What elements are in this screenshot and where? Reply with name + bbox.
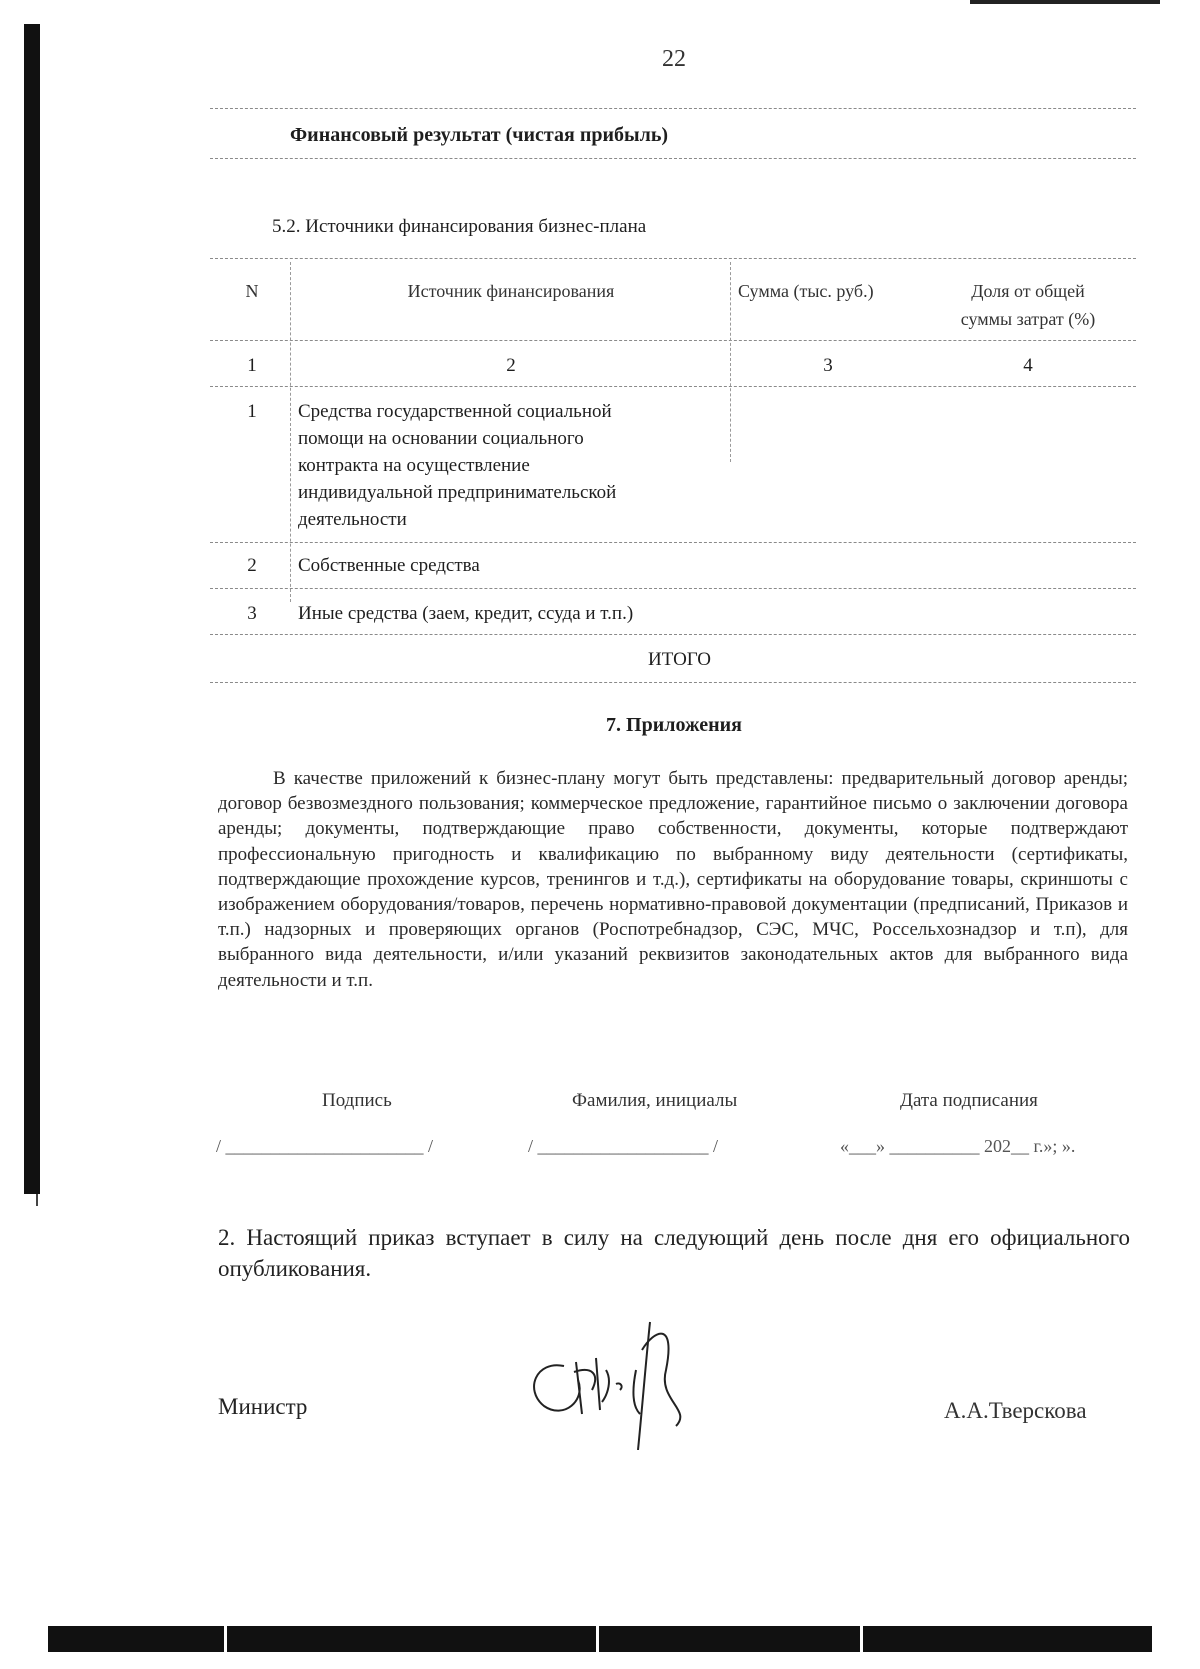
table-rule (210, 258, 1136, 259)
column-rule (290, 262, 291, 602)
column-number: 3 (823, 355, 833, 376)
column-number: 2 (506, 355, 516, 376)
minister-label: Министр (218, 1394, 308, 1419)
signature-label: Подпись (322, 1090, 392, 1111)
table-rule (210, 108, 1136, 109)
row-source-line: Средства государственной социальной (298, 401, 612, 422)
total-label: ИТОГО (648, 649, 712, 670)
name-line: / ___________________ / (528, 1136, 719, 1156)
table-rule (210, 682, 1136, 683)
signature-line: / ______________________ / (216, 1136, 434, 1156)
name-label: Фамилия, инициалы (572, 1090, 738, 1111)
appendix-text: В качестве приложений к бизнес-плану могут быть представлены: предварительный договор аренды; договор безвозмездного пользования; коммерческое предложение, гарантийное письмо о заключении договора аренды; документы, подтверждающие право собственности, документы, которые подтверждают профессиональную пригодность и квалификацию по выбранному виду деятельности (сертификаты, подтверждающие прохождение курсов, тренингов и т.д.), сертификаты на оборудование товары, скриншоты с изображением оборудования/товаров, перечень нормативно-правовой документации (предписаний, Приказов и т.п.) надзорных и проверяющих органов (Роспотребнадзор, СЭС, МЧС, Россельхознадзор и т.п), для выбранного вида деятельности, и/или указаний реквизитов законодательных актов для выбранного вида деятельности и т.п. (218, 768, 1128, 991)
scan-edge-bottom (48, 1626, 1152, 1652)
order-paragraph: 2. Настоящий приказ вступает в силу на следующий день после дня его официального опубликования. (218, 1225, 1130, 1281)
date-line: «___» __________ 202__ г.»; ». (840, 1136, 1076, 1156)
row-number: 1 (247, 401, 257, 422)
header-n: N (245, 281, 259, 301)
minister-name: А.А.Тверскова (944, 1398, 1087, 1423)
row-source-line: деятельности (298, 509, 407, 530)
page-number: 22 (662, 46, 686, 72)
header-source: Источник финансирования (407, 281, 615, 301)
header-share-line2: суммы затрат (%) (960, 309, 1096, 329)
scan-edge-left (24, 24, 40, 1194)
row-source-line: помощи на основании социального (298, 428, 584, 449)
date-label: Дата подписания (900, 1090, 1038, 1111)
table-rule (210, 158, 1136, 159)
table-rule (210, 386, 1136, 387)
header-share-line1: Доля от общей (971, 281, 1085, 301)
table-rule (210, 340, 1136, 341)
row-number: 3 (247, 603, 257, 624)
header-amount: Сумма (тыс. руб.) (738, 281, 874, 301)
appendix-heading: 7. Приложения (606, 714, 742, 736)
table-rule (210, 588, 1136, 589)
column-number: 1 (247, 355, 257, 376)
scan-gap (224, 1626, 227, 1652)
sources-heading: 5.2. Источники финансирования бизнес-плана (272, 216, 647, 237)
scan-edge-left-tick (36, 1194, 38, 1206)
row-source-line: Собственные средства (298, 555, 480, 576)
row-source-line: контракта на осуществление (298, 455, 530, 476)
scan-gap (596, 1626, 599, 1652)
financial-result-row: Финансовый результат (чистая прибыль) (290, 124, 669, 146)
scan-edge-top (970, 0, 1160, 4)
scan-gap (860, 1626, 863, 1652)
row-source-line: индивидуальной предпринимательской (298, 482, 617, 503)
column-rule (730, 262, 731, 462)
column-number: 4 (1023, 355, 1033, 376)
table-rule (210, 634, 1136, 635)
row-number: 2 (247, 555, 257, 576)
table-rule (210, 542, 1136, 543)
handwritten-signature (516, 1310, 716, 1450)
row-source-line: Иные средства (заем, кредит, ссуда и т.п.) (298, 603, 634, 624)
